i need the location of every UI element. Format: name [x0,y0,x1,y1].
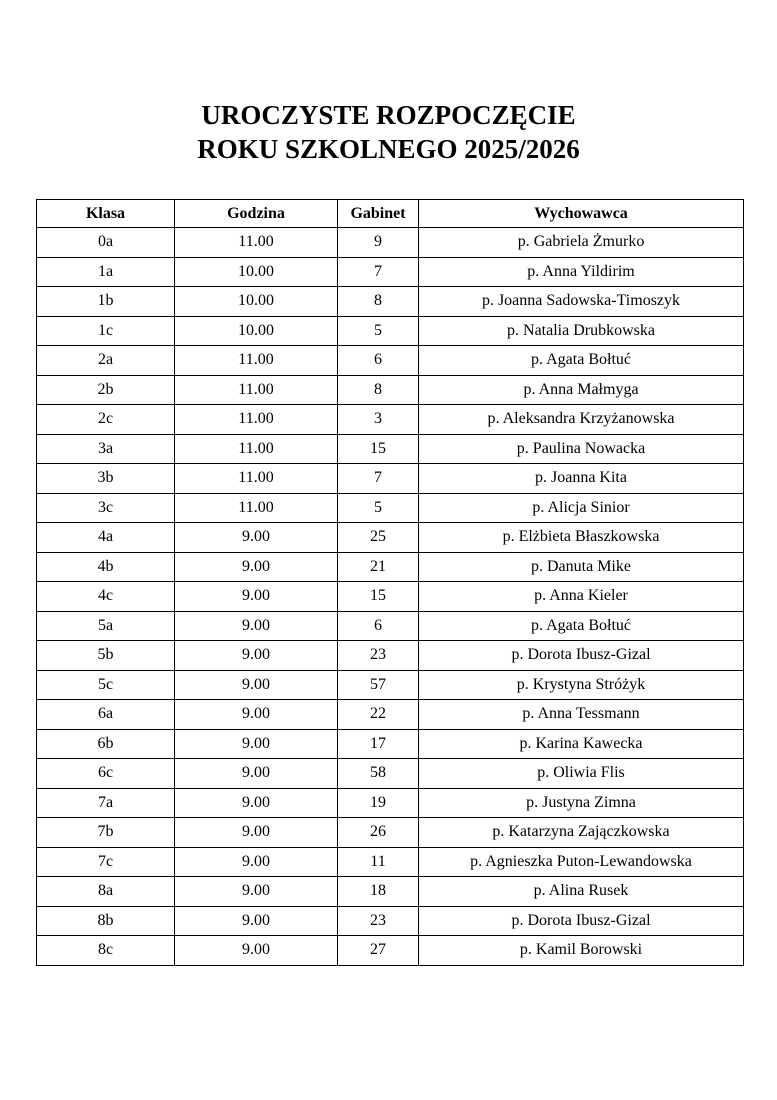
cell-wychowawca: p. Agata Bołtuć [419,611,744,641]
table-body [37,228,744,966]
cell-wychowawca: p. Alicja Sinior [419,493,744,523]
cell-klasa: 8b [37,906,175,936]
cell-gabinet: 23 [338,641,419,671]
table-row [37,700,744,730]
cell-wychowawca: p. Joanna Sadowska-Timoszyk [419,287,744,317]
cell-godzina: 11.00 [175,375,338,405]
cell-wychowawca: p. Anna Yildirim [419,257,744,287]
table-row [37,375,744,405]
cell-godzina: 11.00 [175,405,338,435]
cell-wychowawca: p. Katarzyna Zajączkowska [419,818,744,848]
cell-klasa: 8a [37,877,175,907]
cell-klasa: 6b [37,729,175,759]
column-header-gabinet: Gabinet [338,200,419,228]
cell-wychowawca: p. Kamil Borowski [419,936,744,966]
table-row [37,906,744,936]
table-row [37,788,744,818]
title-line-1: UROCZYSTE ROZPOCZĘCIE [201,100,576,131]
table-row [37,257,744,287]
cell-klasa: 7a [37,788,175,818]
cell-gabinet: 26 [338,818,419,848]
table-row [37,464,744,494]
cell-gabinet: 6 [338,611,419,641]
document-title [0,98,777,166]
cell-wychowawca: p. Elżbieta Błaszkowska [419,523,744,553]
table-row [37,434,744,464]
cell-gabinet: 18 [338,877,419,907]
cell-godzina: 11.00 [175,346,338,376]
cell-klasa: 7c [37,847,175,877]
cell-gabinet: 15 [338,434,419,464]
cell-klasa: 4c [37,582,175,612]
table-row [37,316,744,346]
column-header-klasa: Klasa [37,200,175,228]
cell-gabinet: 22 [338,700,419,730]
cell-wychowawca: p. Natalia Drubkowska [419,316,744,346]
cell-wychowawca: p. Agata Bołtuć [419,346,744,376]
cell-klasa: 6c [37,759,175,789]
cell-godzina: 11.00 [175,228,338,258]
cell-klasa: 3b [37,464,175,494]
cell-wychowawca: p. Anna Tessmann [419,700,744,730]
cell-wychowawca: p. Krystyna Stróżyk [419,670,744,700]
cell-klasa: 4a [37,523,175,553]
cell-gabinet: 15 [338,582,419,612]
cell-wychowawca: p. Justyna Zimna [419,788,744,818]
cell-klasa: 1a [37,257,175,287]
title-line-2: ROKU SZKOLNEGO 2025/2026 [197,134,580,165]
cell-gabinet: 23 [338,906,419,936]
cell-godzina: 10.00 [175,257,338,287]
cell-godzina: 9.00 [175,700,338,730]
cell-klasa: 5c [37,670,175,700]
table-row [37,847,744,877]
cell-godzina: 9.00 [175,641,338,671]
class-schedule-table [36,199,744,966]
cell-gabinet: 5 [338,316,419,346]
cell-klasa: 1b [37,287,175,317]
cell-godzina: 9.00 [175,523,338,553]
cell-wychowawca: p. Dorota Ibusz-Gizal [419,906,744,936]
cell-godzina: 11.00 [175,434,338,464]
cell-godzina: 10.00 [175,287,338,317]
table-row [37,405,744,435]
cell-klasa: 4b [37,552,175,582]
cell-gabinet: 8 [338,287,419,317]
cell-klasa: 2c [37,405,175,435]
table-row [37,818,744,848]
cell-klasa: 6a [37,700,175,730]
table-row [37,936,744,966]
cell-godzina: 9.00 [175,906,338,936]
table-header-row [37,200,744,228]
cell-klasa: 5b [37,641,175,671]
cell-klasa: 2a [37,346,175,376]
cell-godzina: 9.00 [175,582,338,612]
cell-wychowawca: p. Joanna Kita [419,464,744,494]
cell-godzina: 9.00 [175,936,338,966]
cell-wychowawca: p. Agnieszka Puton-Lewandowska [419,847,744,877]
table-row [37,552,744,582]
table-row [37,523,744,553]
table-row [37,582,744,612]
cell-klasa: 7b [37,818,175,848]
cell-godzina: 11.00 [175,493,338,523]
table-row [37,346,744,376]
cell-wychowawca: p. Karina Kawecka [419,729,744,759]
table-row [37,228,744,258]
cell-wychowawca: p. Danuta Mike [419,552,744,582]
table-row [37,729,744,759]
cell-gabinet: 25 [338,523,419,553]
cell-gabinet: 21 [338,552,419,582]
table-row [37,641,744,671]
cell-godzina: 9.00 [175,611,338,641]
cell-gabinet: 7 [338,464,419,494]
cell-klasa: 8c [37,936,175,966]
cell-gabinet: 58 [338,759,419,789]
table-row [37,877,744,907]
cell-klasa: 3a [37,434,175,464]
cell-gabinet: 3 [338,405,419,435]
cell-gabinet: 27 [338,936,419,966]
cell-gabinet: 5 [338,493,419,523]
cell-gabinet: 17 [338,729,419,759]
cell-wychowawca: p. Oliwia Flis [419,759,744,789]
table-row [37,670,744,700]
cell-wychowawca: p. Dorota Ibusz-Gizal [419,641,744,671]
cell-godzina: 10.00 [175,316,338,346]
cell-gabinet: 6 [338,346,419,376]
cell-gabinet: 7 [338,257,419,287]
cell-wychowawca: p. Gabriela Żmurko [419,228,744,258]
cell-godzina: 9.00 [175,759,338,789]
cell-godzina: 9.00 [175,670,338,700]
table-row [37,493,744,523]
column-header-wychowawca: Wychowawca [419,200,744,228]
cell-gabinet: 19 [338,788,419,818]
cell-godzina: 9.00 [175,729,338,759]
cell-godzina: 9.00 [175,552,338,582]
cell-klasa: 5a [37,611,175,641]
cell-godzina: 9.00 [175,877,338,907]
cell-gabinet: 57 [338,670,419,700]
cell-wychowawca: p. Paulina Nowacka [419,434,744,464]
cell-gabinet: 8 [338,375,419,405]
cell-klasa: 0a [37,228,175,258]
cell-godzina: 11.00 [175,464,338,494]
cell-gabinet: 11 [338,847,419,877]
table-row [37,287,744,317]
cell-klasa: 2b [37,375,175,405]
cell-wychowawca: p. Aleksandra Krzyżanowska [419,405,744,435]
cell-klasa: 1c [37,316,175,346]
cell-wychowawca: p. Alina Rusek [419,877,744,907]
cell-wychowawca: p. Anna Małmyga [419,375,744,405]
cell-klasa: 3c [37,493,175,523]
cell-godzina: 9.00 [175,847,338,877]
cell-godzina: 9.00 [175,818,338,848]
table-row [37,759,744,789]
cell-gabinet: 9 [338,228,419,258]
table-row [37,611,744,641]
column-header-godzina: Godzina [175,200,338,228]
cell-godzina: 9.00 [175,788,338,818]
cell-wychowawca: p. Anna Kieler [419,582,744,612]
